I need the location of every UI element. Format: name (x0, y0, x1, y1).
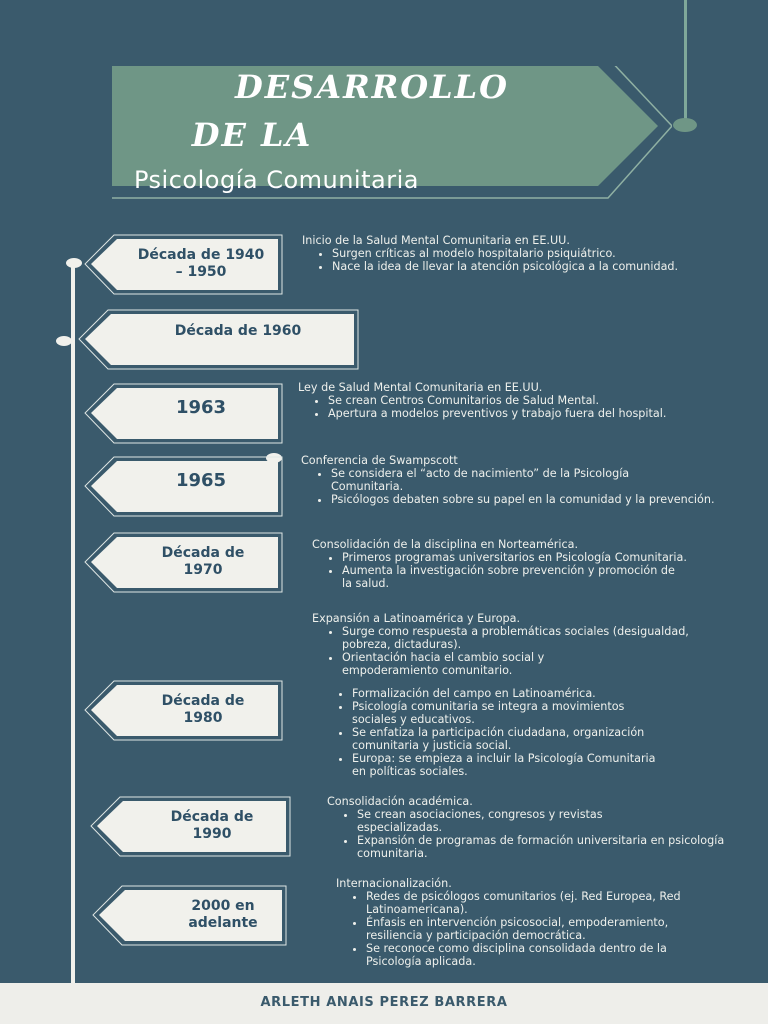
tag-1965 (84, 456, 284, 518)
entry-list (298, 394, 728, 420)
tag-label: Década de 1990 (170, 809, 254, 842)
footer-bar (0, 983, 768, 1024)
list-item: • Redes de psicólogos comunitarios (ej. Red Europea, Red Latinoamericana). (366, 890, 686, 916)
entry-1990 (327, 795, 747, 860)
entry-list (312, 625, 732, 677)
list-item: • Orientación hacia el cambio social y empoderamiento comunitario. (342, 651, 632, 677)
page-subtitle: Psicología Comunitaria (134, 166, 419, 194)
entry-1965 (301, 454, 741, 506)
entry-1940-1950 (302, 234, 722, 273)
list-item: • Surge como respuesta a problemáticas sociales (desigualdad, pobreza, dictaduras). (342, 625, 712, 651)
title-banner (112, 66, 652, 192)
list-item: • Psicología comunitaria se integra a movimientos sociales y educativos. (352, 700, 652, 726)
tag-1980 (84, 680, 284, 742)
list-item: • Psicólogos debaten sobre su papel en la comunidad y la prevención. (331, 493, 741, 506)
entry-heading: Expansión a Latinoamérica y Europa. (312, 612, 521, 625)
list-item: • Se reconoce como disciplina consolidada dentro de la Psicología aplicada. (366, 942, 686, 968)
author-name: ARLETH ANAIS PEREZ BARRERA (260, 995, 508, 1010)
list-item: • Nace la idea de llevar la atención psicológica a la comunidad. (332, 260, 702, 273)
entry-heading: Inicio de la Salud Mental Comunitaria en EE.UU. (302, 234, 570, 247)
list-item: • Primeros programas universitarios en Psicología Comunitaria. (342, 551, 712, 564)
tag-1940-1950 (84, 234, 284, 296)
entry-heading: Consolidación de la disciplina en Norteamérica. (312, 538, 579, 551)
page-title-line1: DESARROLLO (234, 68, 509, 106)
tag-label: Década de 1980 (161, 693, 245, 726)
entry-list (302, 247, 722, 273)
entry-heading: Ley de Salud Mental Comunitaria en EE.UU. (298, 381, 543, 394)
entry-list (322, 687, 742, 778)
entry-list (301, 467, 741, 506)
list-item: • Apertura a modelos preventivos y trabajo fuera del hospital. (328, 407, 728, 420)
entry-1963 (298, 381, 728, 420)
entry-list (336, 890, 736, 968)
timeline-line (71, 262, 75, 984)
tag-1963 (84, 383, 284, 445)
list-item: • Se crean Centros Comunitarios de Salud Mental. (328, 394, 728, 407)
tag-label: 1963 (175, 397, 227, 418)
list-item: • Se crean asociaciones, congresos y revistas especializadas. (357, 808, 687, 834)
list-item: • Surgen críticas al modelo hospitalario psiquiátrico. (332, 247, 622, 260)
tag-label: Década de 1970 (161, 545, 245, 578)
list-item: • Europa: se empieza a incluir la Psicología Comunitaria en políticas sociales. (352, 752, 672, 778)
tag-1960 (78, 309, 360, 371)
list-item: • Se enfatiza la participación ciudadana, organización comunitaria y justicia social. (352, 726, 692, 752)
list-item: • Se considera el “acto de nacimiento” de la Psicología Comunitaria. (331, 467, 671, 493)
list-item: • Énfasis en intervención psicosocial, empoderamiento, resiliencia y participación democrática. (366, 916, 711, 942)
entry-1980 (322, 687, 742, 778)
tag-shape (78, 309, 360, 371)
banner-pole-knob (673, 118, 697, 132)
tag-2000 (92, 885, 288, 947)
entry-2000 (336, 877, 736, 968)
entry-heading: Internacionalización. (336, 877, 452, 890)
banner-pole (684, 0, 687, 124)
tag-1970 (84, 532, 284, 594)
tag-label: Década de 1940 – 1950 (137, 247, 265, 280)
entry-list (327, 808, 747, 860)
timeline-dot (56, 336, 72, 346)
list-item: • Formalización del campo en Latinoamérica. (352, 687, 742, 700)
entry-heading: Consolidación académica. (327, 795, 473, 808)
list-item: • Expansión de programas de formación universitaria en psicología comunitaria. (357, 834, 747, 860)
page-title-line2: DE LA (191, 116, 313, 154)
list-item: • Aumenta la investigación sobre prevención y promoción de la salud. (342, 564, 682, 590)
entry-expansion (312, 612, 732, 677)
tag-1990 (90, 796, 292, 858)
tag-label: 1965 (175, 470, 227, 491)
tag-label: 2000 en adelante (188, 898, 258, 931)
tag-label: Década de 1960 (174, 323, 302, 339)
timeline-dot (66, 258, 82, 268)
entry-heading: Conferencia de Swampscott (301, 454, 458, 467)
entry-list (312, 551, 732, 590)
entry-1970 (312, 538, 732, 590)
